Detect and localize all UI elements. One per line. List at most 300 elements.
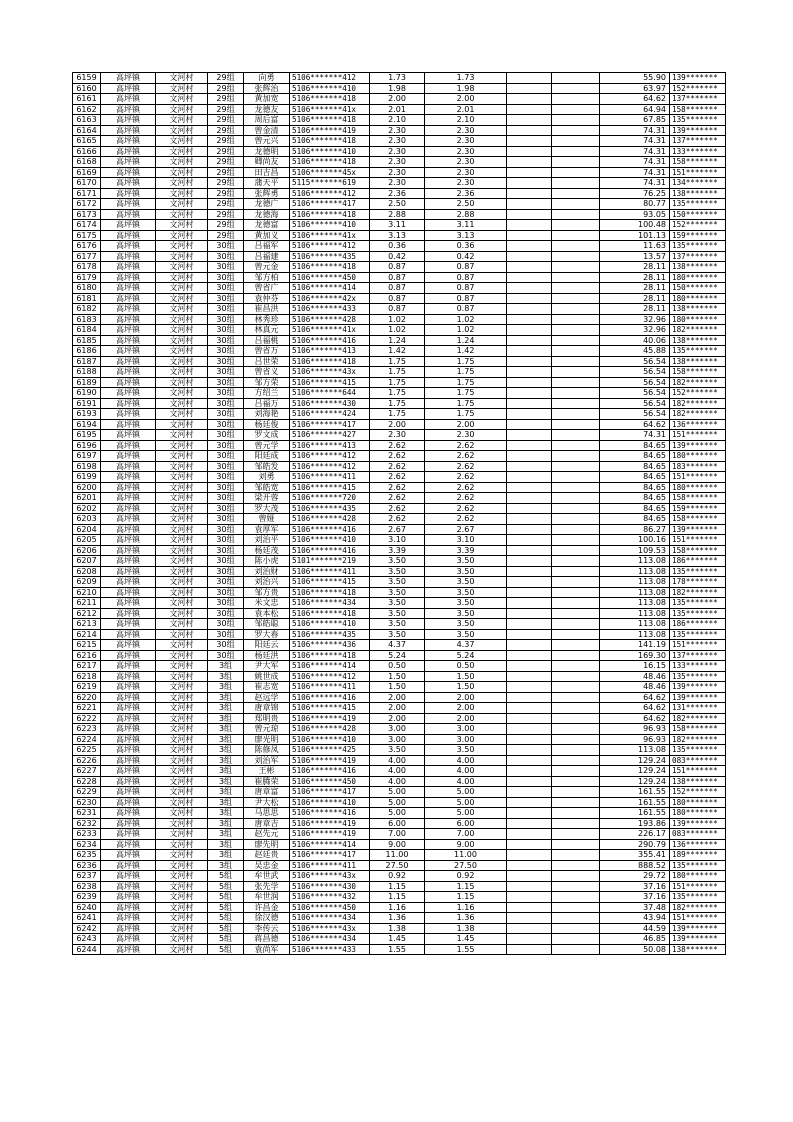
cell-row-number: 6199 xyxy=(73,472,101,483)
cell-town: 高坪镇 xyxy=(101,524,156,535)
cell-row-number: 6182 xyxy=(73,304,101,315)
cell-row-number: 6219 xyxy=(73,682,101,693)
cell-group: 29组 xyxy=(208,188,244,199)
cell-amount: 161.55 xyxy=(600,808,670,819)
cell-name: 王彬 xyxy=(244,766,290,777)
cell-id-number: 5106*******410 xyxy=(290,734,370,745)
cell-village: 文河村 xyxy=(156,661,208,672)
cell-blank-2 xyxy=(552,241,600,252)
cell-blank-1 xyxy=(507,598,552,609)
table-row xyxy=(73,493,726,504)
cell-area: 2.62 xyxy=(370,451,425,462)
cell-amount: 13.57 xyxy=(600,251,670,262)
cell-row-number: 6228 xyxy=(73,776,101,787)
cell-id-number: 5106*******424 xyxy=(290,409,370,420)
cell-village: 文河村 xyxy=(156,125,208,136)
cell-area: 0.50 xyxy=(370,661,425,672)
cell-town: 高坪镇 xyxy=(101,598,156,609)
cell-town: 高坪镇 xyxy=(101,734,156,745)
cell-blank-2 xyxy=(552,724,600,735)
cell-village: 文河村 xyxy=(156,839,208,850)
cell-blank-2 xyxy=(552,356,600,367)
cell-area-confirmed: 2.62 xyxy=(425,461,507,472)
cell-area-confirmed: 3.00 xyxy=(425,734,507,745)
cell-amount: 113.08 xyxy=(600,577,670,588)
cell-group: 30组 xyxy=(208,640,244,651)
cell-area-confirmed: 2.01 xyxy=(425,104,507,115)
table-row xyxy=(73,125,726,136)
cell-blank-2 xyxy=(552,598,600,609)
cell-group: 30组 xyxy=(208,545,244,556)
table-row xyxy=(73,157,726,168)
cell-village: 文河村 xyxy=(156,650,208,661)
cell-group: 30组 xyxy=(208,251,244,262)
cell-area-confirmed: 5.24 xyxy=(425,650,507,661)
cell-blank-1 xyxy=(507,902,552,913)
cell-town: 高坪镇 xyxy=(101,293,156,304)
cell-row-number: 6223 xyxy=(73,724,101,735)
cell-town: 高坪镇 xyxy=(101,220,156,231)
cell-id-number: 5106*******411 xyxy=(290,860,370,871)
cell-blank-2 xyxy=(552,104,600,115)
cell-group: 30组 xyxy=(208,535,244,546)
cell-amount: 64.62 xyxy=(600,713,670,724)
cell-row-number: 6195 xyxy=(73,430,101,441)
cell-blank-1 xyxy=(507,892,552,903)
cell-id-number: 5106*******425 xyxy=(290,745,370,756)
cell-village: 文河村 xyxy=(156,94,208,105)
cell-blank-1 xyxy=(507,398,552,409)
cell-phone: 189******* xyxy=(670,850,726,861)
cell-id-number: 5106*******419 xyxy=(290,713,370,724)
cell-amount: 48.46 xyxy=(600,671,670,682)
cell-village: 文河村 xyxy=(156,629,208,640)
cell-blank-1 xyxy=(507,577,552,588)
table-row xyxy=(73,692,726,703)
cell-village: 文河村 xyxy=(156,209,208,220)
cell-group: 3组 xyxy=(208,776,244,787)
cell-area-confirmed: 3.13 xyxy=(425,230,507,241)
cell-blank-2 xyxy=(552,283,600,294)
cell-area-confirmed: 1.15 xyxy=(425,892,507,903)
cell-amount: 888.52 xyxy=(600,860,670,871)
cell-town: 高坪镇 xyxy=(101,73,156,84)
cell-area-confirmed: 1.15 xyxy=(425,881,507,892)
cell-amount: 32.96 xyxy=(600,314,670,325)
cell-name: 袁本松 xyxy=(244,608,290,619)
cell-town: 高坪镇 xyxy=(101,430,156,441)
cell-row-number: 6188 xyxy=(73,367,101,378)
cell-group: 29组 xyxy=(208,94,244,105)
cell-phone: 159******* xyxy=(670,230,726,241)
cell-id-number: 5106*******416 xyxy=(290,545,370,556)
cell-amount: 84.65 xyxy=(600,461,670,472)
cell-name: 龙德广 xyxy=(244,199,290,210)
cell-id-number: 5106*******43x xyxy=(290,923,370,934)
cell-blank-1 xyxy=(507,209,552,220)
cell-id-number: 5106*******45x xyxy=(290,167,370,178)
cell-name: 唐章锦 xyxy=(244,703,290,714)
cell-blank-2 xyxy=(552,293,600,304)
cell-row-number: 6169 xyxy=(73,167,101,178)
table-row xyxy=(73,430,726,441)
cell-town: 高坪镇 xyxy=(101,850,156,861)
cell-row-number: 6216 xyxy=(73,650,101,661)
cell-village: 文河村 xyxy=(156,871,208,882)
cell-blank-1 xyxy=(507,535,552,546)
cell-row-number: 6205 xyxy=(73,535,101,546)
cell-amount: 226.17 xyxy=(600,829,670,840)
table-row xyxy=(73,304,726,315)
table-row xyxy=(73,220,726,231)
cell-area: 2.62 xyxy=(370,472,425,483)
cell-row-number: 6209 xyxy=(73,577,101,588)
cell-area: 1.50 xyxy=(370,682,425,693)
table-row xyxy=(73,545,726,556)
cell-group: 5组 xyxy=(208,881,244,892)
cell-area: 0.87 xyxy=(370,262,425,273)
cell-name: 尹大军 xyxy=(244,661,290,672)
cell-village: 文河村 xyxy=(156,188,208,199)
cell-blank-2 xyxy=(552,451,600,462)
cell-amount: 113.08 xyxy=(600,556,670,567)
table-row xyxy=(73,892,726,903)
cell-phone: 151******* xyxy=(670,640,726,651)
cell-blank-1 xyxy=(507,587,552,598)
cell-row-number: 6190 xyxy=(73,388,101,399)
cell-name: 曾元琼 xyxy=(244,724,290,735)
cell-blank-1 xyxy=(507,787,552,798)
cell-phone: 158******* xyxy=(670,493,726,504)
cell-village: 文河村 xyxy=(156,346,208,357)
cell-row-number: 6166 xyxy=(73,146,101,157)
cell-town: 高坪镇 xyxy=(101,241,156,252)
cell-id-number: 5106*******435 xyxy=(290,503,370,514)
cell-village: 文河村 xyxy=(156,493,208,504)
cell-id-number: 5106*******416 xyxy=(290,524,370,535)
cell-id-number: 5106*******43x xyxy=(290,871,370,882)
cell-area: 3.10 xyxy=(370,535,425,546)
cell-row-number: 6203 xyxy=(73,514,101,525)
cell-phone: 182******* xyxy=(670,409,726,420)
cell-group: 30组 xyxy=(208,566,244,577)
cell-name: 方绍兰 xyxy=(244,388,290,399)
cell-blank-2 xyxy=(552,125,600,136)
cell-name: 黄加宽 xyxy=(244,94,290,105)
cell-row-number: 6221 xyxy=(73,703,101,714)
cell-area: 3.50 xyxy=(370,566,425,577)
cell-phone: 180******* xyxy=(670,808,726,819)
cell-row-number: 6208 xyxy=(73,566,101,577)
cell-group: 3组 xyxy=(208,682,244,693)
cell-village: 文河村 xyxy=(156,682,208,693)
cell-phone: 139******* xyxy=(670,923,726,934)
cell-name: 赵远学 xyxy=(244,692,290,703)
cell-area-confirmed: 2.67 xyxy=(425,524,507,535)
cell-village: 文河村 xyxy=(156,377,208,388)
cell-group: 30组 xyxy=(208,356,244,367)
cell-row-number: 6168 xyxy=(73,157,101,168)
cell-blank-1 xyxy=(507,850,552,861)
cell-id-number: 5106*******433 xyxy=(290,944,370,955)
cell-area-confirmed: 2.62 xyxy=(425,451,507,462)
cell-blank-1 xyxy=(507,272,552,283)
cell-village: 文河村 xyxy=(156,619,208,630)
cell-id-number: 5106*******412 xyxy=(290,241,370,252)
table-row xyxy=(73,713,726,724)
table-row xyxy=(73,419,726,430)
cell-phone: 151******* xyxy=(670,913,726,924)
cell-name: 唐章吉 xyxy=(244,818,290,829)
cell-area-confirmed: 2.62 xyxy=(425,440,507,451)
cell-area-confirmed: 1.50 xyxy=(425,671,507,682)
cell-area-confirmed: 6.00 xyxy=(425,818,507,829)
cell-blank-2 xyxy=(552,220,600,231)
table-row xyxy=(73,472,726,483)
cell-phone: 150******* xyxy=(670,283,726,294)
cell-group: 3组 xyxy=(208,724,244,735)
cell-blank-1 xyxy=(507,461,552,472)
cell-group: 30组 xyxy=(208,283,244,294)
cell-amount: 161.55 xyxy=(600,787,670,798)
cell-phone: 138******* xyxy=(670,188,726,199)
cell-village: 文河村 xyxy=(156,272,208,283)
cell-area: 1.73 xyxy=(370,73,425,84)
cell-row-number: 6235 xyxy=(73,850,101,861)
cell-phone: 151******* xyxy=(670,167,726,178)
table-row xyxy=(73,619,726,630)
cell-phone: 139******* xyxy=(670,692,726,703)
cell-blank-1 xyxy=(507,755,552,766)
cell-village: 文河村 xyxy=(156,482,208,493)
cell-village: 文河村 xyxy=(156,398,208,409)
cell-blank-1 xyxy=(507,451,552,462)
cell-phone: 139******* xyxy=(670,818,726,829)
cell-area-confirmed: 2.50 xyxy=(425,199,507,210)
cell-area: 2.36 xyxy=(370,188,425,199)
cell-town: 高坪镇 xyxy=(101,556,156,567)
cell-blank-1 xyxy=(507,692,552,703)
cell-blank-1 xyxy=(507,818,552,829)
cell-blank-1 xyxy=(507,167,552,178)
cell-group: 30组 xyxy=(208,325,244,336)
cell-name: 刘勇 xyxy=(244,472,290,483)
cell-area: 1.50 xyxy=(370,671,425,682)
cell-town: 高坪镇 xyxy=(101,146,156,157)
cell-name: 邹皓宽 xyxy=(244,482,290,493)
cell-area: 2.30 xyxy=(370,125,425,136)
cell-row-number: 6165 xyxy=(73,136,101,147)
cell-row-number: 6173 xyxy=(73,209,101,220)
table-row xyxy=(73,650,726,661)
cell-group: 29组 xyxy=(208,136,244,147)
cell-village: 文河村 xyxy=(156,356,208,367)
cell-amount: 29.72 xyxy=(600,871,670,882)
table-row xyxy=(73,734,726,745)
table-row xyxy=(73,608,726,619)
cell-village: 文河村 xyxy=(156,692,208,703)
cell-name: 尹大松 xyxy=(244,797,290,808)
cell-blank-2 xyxy=(552,209,600,220)
cell-area-confirmed: 1.55 xyxy=(425,944,507,955)
cell-row-number: 6240 xyxy=(73,902,101,913)
cell-area: 1.55 xyxy=(370,944,425,955)
cell-village: 文河村 xyxy=(156,608,208,619)
cell-village: 文河村 xyxy=(156,335,208,346)
table-row xyxy=(73,451,726,462)
cell-blank-1 xyxy=(507,262,552,273)
cell-area: 3.50 xyxy=(370,745,425,756)
cell-town: 高坪镇 xyxy=(101,745,156,756)
cell-village: 文河村 xyxy=(156,535,208,546)
cell-town: 高坪镇 xyxy=(101,503,156,514)
cell-group: 3组 xyxy=(208,787,244,798)
cell-amount: 43.94 xyxy=(600,913,670,924)
cell-row-number: 6232 xyxy=(73,818,101,829)
cell-village: 文河村 xyxy=(156,251,208,262)
cell-group: 3组 xyxy=(208,860,244,871)
cell-id-number: 5106*******418 xyxy=(290,356,370,367)
cell-group: 5组 xyxy=(208,944,244,955)
cell-id-number: 5106*******419 xyxy=(290,818,370,829)
cell-group: 3组 xyxy=(208,661,244,672)
cell-blank-1 xyxy=(507,178,552,189)
cell-name: 曾金清 xyxy=(244,125,290,136)
cell-blank-1 xyxy=(507,661,552,672)
cell-town: 高坪镇 xyxy=(101,587,156,598)
cell-id-number: 5106*******418 xyxy=(290,209,370,220)
cell-amount: 86.27 xyxy=(600,524,670,535)
cell-area-confirmed: 2.30 xyxy=(425,157,507,168)
cell-row-number: 6193 xyxy=(73,409,101,420)
cell-blank-1 xyxy=(507,220,552,231)
cell-id-number: 5106*******42x xyxy=(290,293,370,304)
cell-phone: 139******* xyxy=(670,524,726,535)
cell-row-number: 6214 xyxy=(73,629,101,640)
table-row xyxy=(73,283,726,294)
cell-area: 2.30 xyxy=(370,430,425,441)
cell-area-confirmed: 3.10 xyxy=(425,535,507,546)
table-row xyxy=(73,860,726,871)
cell-blank-1 xyxy=(507,283,552,294)
cell-blank-1 xyxy=(507,241,552,252)
cell-area: 3.50 xyxy=(370,608,425,619)
cell-blank-2 xyxy=(552,577,600,588)
cell-phone: 135******* xyxy=(670,745,726,756)
cell-blank-1 xyxy=(507,629,552,640)
cell-blank-1 xyxy=(507,325,552,336)
cell-name: 廖光明 xyxy=(244,734,290,745)
cell-area-confirmed: 2.30 xyxy=(425,146,507,157)
cell-blank-2 xyxy=(552,398,600,409)
cell-area: 0.87 xyxy=(370,293,425,304)
cell-blank-2 xyxy=(552,409,600,420)
cell-amount: 28.11 xyxy=(600,283,670,294)
cell-area: 3.00 xyxy=(370,724,425,735)
cell-group: 29组 xyxy=(208,146,244,157)
cell-blank-2 xyxy=(552,493,600,504)
cell-blank-2 xyxy=(552,608,600,619)
cell-blank-2 xyxy=(552,913,600,924)
cell-area: 4.00 xyxy=(370,776,425,787)
cell-blank-2 xyxy=(552,556,600,567)
cell-area-confirmed: 3.50 xyxy=(425,598,507,609)
cell-village: 文河村 xyxy=(156,409,208,420)
cell-area-confirmed: 1.02 xyxy=(425,325,507,336)
cell-name: 刘治军 xyxy=(244,755,290,766)
cell-blank-1 xyxy=(507,797,552,808)
cell-id-number: 5106*******410 xyxy=(290,146,370,157)
cell-village: 文河村 xyxy=(156,503,208,514)
cell-blank-2 xyxy=(552,178,600,189)
cell-amount: 56.54 xyxy=(600,398,670,409)
table-row xyxy=(73,178,726,189)
cell-area-confirmed: 1.75 xyxy=(425,409,507,420)
cell-area-confirmed: 1.98 xyxy=(425,83,507,94)
cell-town: 高坪镇 xyxy=(101,860,156,871)
cell-area-confirmed: 2.30 xyxy=(425,167,507,178)
cell-blank-2 xyxy=(552,860,600,871)
cell-area-confirmed: 0.87 xyxy=(425,293,507,304)
cell-area: 0.42 xyxy=(370,251,425,262)
cell-id-number: 5106*******428 xyxy=(290,314,370,325)
cell-phone: 137******* xyxy=(670,650,726,661)
cell-amount: 74.31 xyxy=(600,136,670,147)
cell-blank-1 xyxy=(507,503,552,514)
cell-area: 1.24 xyxy=(370,335,425,346)
cell-town: 高坪镇 xyxy=(101,619,156,630)
cell-id-number: 5106*******416 xyxy=(290,692,370,703)
cell-area-confirmed: 1.75 xyxy=(425,356,507,367)
cell-area-confirmed: 1.73 xyxy=(425,73,507,84)
table-row xyxy=(73,94,726,105)
cell-id-number: 5106*******415 xyxy=(290,703,370,714)
cell-blank-1 xyxy=(507,493,552,504)
cell-name: 许昌金 xyxy=(244,902,290,913)
cell-group: 29组 xyxy=(208,167,244,178)
cell-phone: 137******* xyxy=(670,94,726,105)
cell-amount: 84.65 xyxy=(600,514,670,525)
cell-area: 2.30 xyxy=(370,178,425,189)
cell-row-number: 6237 xyxy=(73,871,101,882)
cell-blank-1 xyxy=(507,566,552,577)
cell-amount: 64.62 xyxy=(600,419,670,430)
cell-amount: 56.54 xyxy=(600,367,670,378)
cell-area: 1.75 xyxy=(370,398,425,409)
cell-area: 0.87 xyxy=(370,283,425,294)
cell-group: 30组 xyxy=(208,430,244,441)
cell-town: 高坪镇 xyxy=(101,493,156,504)
cell-name: 崔昌洪 xyxy=(244,304,290,315)
cell-area-confirmed: 2.00 xyxy=(425,713,507,724)
cell-phone: 135******* xyxy=(670,346,726,357)
cell-name: 邹方荣 xyxy=(244,377,290,388)
cell-blank-1 xyxy=(507,556,552,567)
cell-amount: 37.16 xyxy=(600,881,670,892)
cell-town: 高坪镇 xyxy=(101,115,156,126)
cell-village: 文河村 xyxy=(156,325,208,336)
cell-village: 文河村 xyxy=(156,283,208,294)
cell-area-confirmed: 1.75 xyxy=(425,367,507,378)
cell-blank-2 xyxy=(552,829,600,840)
cell-village: 文河村 xyxy=(156,461,208,472)
cell-blank-1 xyxy=(507,388,552,399)
cell-blank-1 xyxy=(507,304,552,315)
cell-row-number: 6207 xyxy=(73,556,101,567)
cell-group: 30组 xyxy=(208,377,244,388)
cell-blank-2 xyxy=(552,619,600,630)
cell-area: 3.11 xyxy=(370,220,425,231)
